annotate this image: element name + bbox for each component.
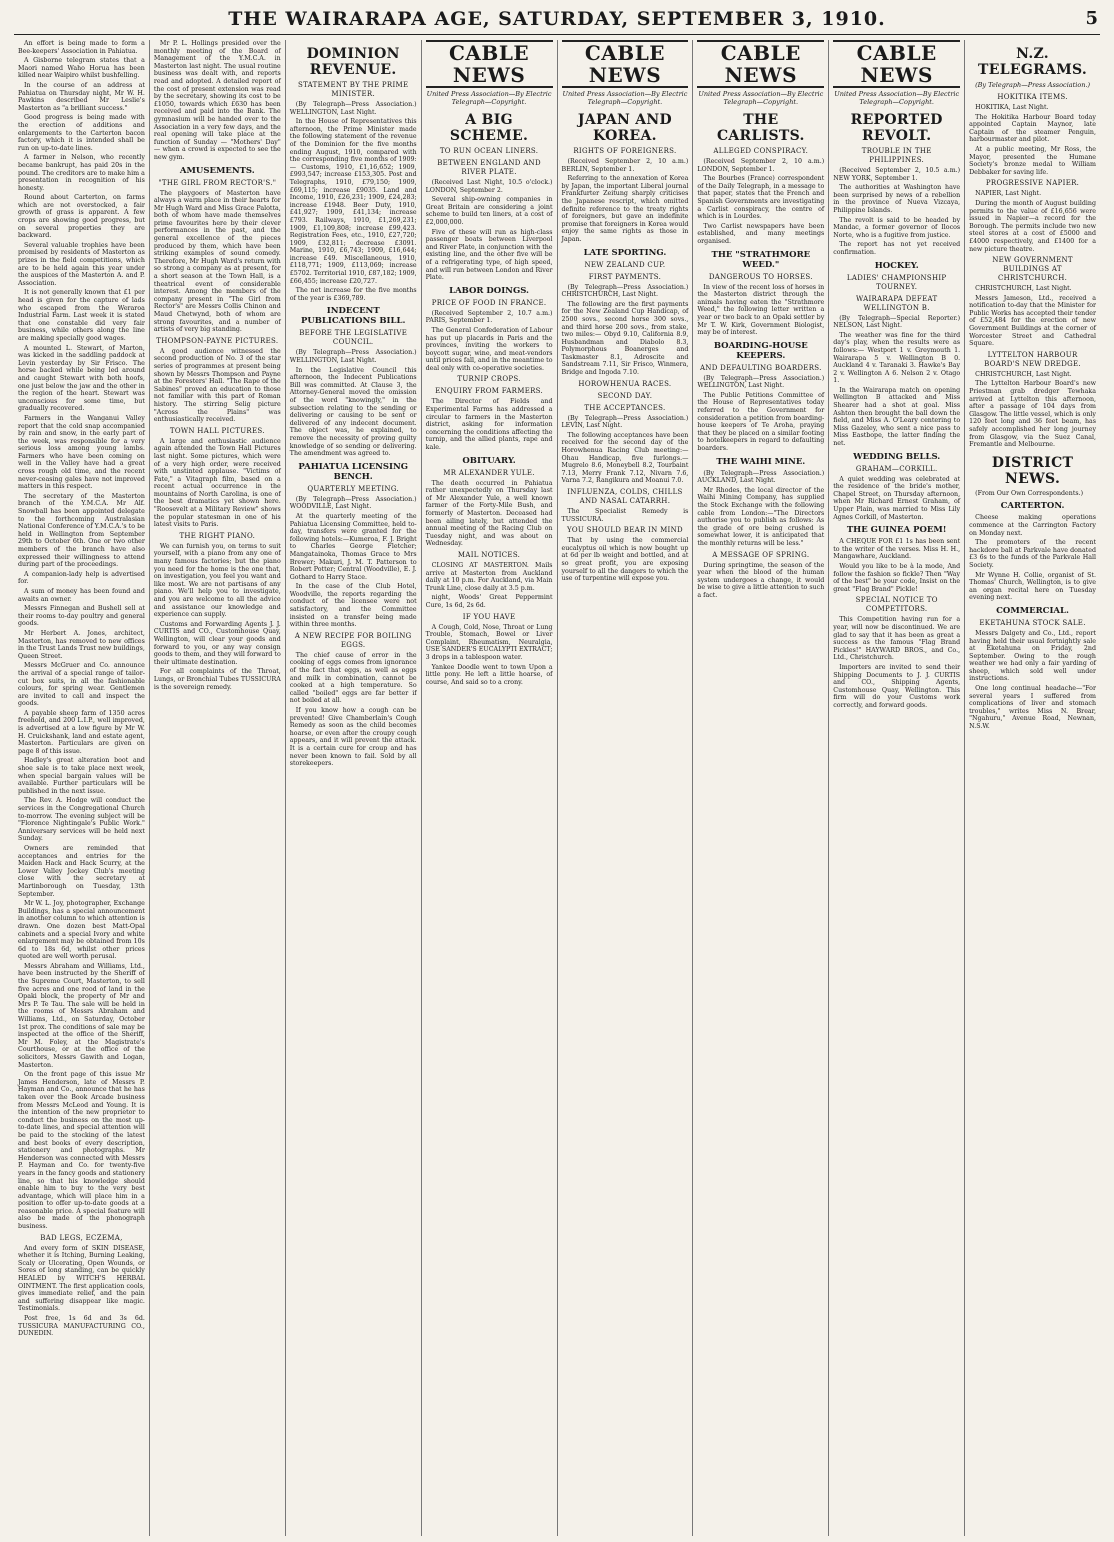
article-subheading: GRAHAM—CORKILL. <box>855 464 938 473</box>
dateline: NAPIER, Last Night. <box>975 190 1042 198</box>
column-6-cable-news <box>693 40 829 1536</box>
article-subheading: WAIRARAPA DEFEAT WELLINGTON B. <box>855 294 938 312</box>
advert-heading: THE GUINEA POEM! <box>846 525 947 536</box>
news-paragraph: Messrs Finnegan and Bushell sell at their rooms to-day poultry and general goods. <box>18 605 145 628</box>
advert-paragraph: Customs and Forwarding Agents J. J. CURTIS and CO., Customhouse Quay, Wellington, will clear your goods and forward to you, or any way consign goods to them, and they will forward to their ultimate destination. <box>153 620 281 666</box>
news-paragraph: Owners are reminded that acceptances and entries for the Maiden Hack and Hack Scurry, at the Lower Valley Jockey Club's meeting close with the secretary at Martinborough on Tuesday, 13th September. <box>18 844 145 898</box>
article-subheading: BETWEEN ENGLAND AND RIVER PLATE. <box>437 159 541 176</box>
dateline: (Received September 2, 10.5 a.m.) NEW YORK, September 1. <box>833 167 961 182</box>
news-paragraph: The General Confederation of Labour has put up placards in Paris and the provinces, inviting the workers to boycott sugar, wine, and meat-vendors until prices fall, and in the meantime to deal only with co-operative societies. <box>425 326 553 372</box>
cable-news-banner: CABLE NEWS <box>562 40 689 88</box>
article-subheading: MR ALEXANDER YULE. <box>443 468 535 477</box>
news-paragraph: The death occurred in Pahiatua rather unexpectedly on Thursday last of Mr Alexander Yule, a well known farmer of the Forty-Mile Bush, and formerly of Masterton. Deceased had been ailing lately, but attended the annual meeting of the Racing Club on Tuesday night, and was about on Wednesday. <box>425 479 553 548</box>
dateline: (By Telegraph—Press Association.) AUCKLAND, Last Night. <box>697 469 825 485</box>
column-8-nz-telegrams <box>965 40 1100 1536</box>
article-subheading: TO RUN OCEAN LINERS. <box>439 147 539 155</box>
article-headline: A BIG SCHEME. <box>449 112 529 144</box>
news-paragraph: The promoters of the recent hackdore ball at Parkvale have donated £3 6s to the funds of the Parkvale Hall Society. <box>969 539 1096 569</box>
news-paragraph: Five of these will run as high-class passenger boats between Liverpool and River Plate, in conjunction with the existing line, and the other five will be of a refrigerating type, of high speed, and will run between London and River Plate. <box>425 228 553 282</box>
news-paragraph: In the course of an address at Pahiatua on Thursday night, Mr W. H. Pawkins described Mr Leslie's Masterton as "a brilliant success." <box>18 81 145 112</box>
advert-paragraph: If you know how a cough can be prevented! Give Chamberlain's Cough Remedy as soon as the child becomes hoarse, or even after the croupy cough appears, and it will prevent the attack. It is a certain cure for croup and has never been known to fail. Sold by all storekeepers. <box>289 707 417 768</box>
article-heading: TOWN HALL PICTURES. <box>169 426 265 435</box>
cable-news-banner: CABLE NEWS <box>426 40 553 88</box>
news-paragraph: The net increase for the five months of the year is £369,789. <box>289 287 417 302</box>
column-4-cable-news <box>422 40 558 1536</box>
news-paragraph: Mr Rhodes, the local director of the Waihi Mining Company, has supplied the Stock Exchange with the following cable from London:—"The Directors authorise you to publish as follows: As the grade of ore being crushed is somewhat lower, it is anticipated that the monthly returns will be less." <box>697 486 825 547</box>
news-paragraph: Mr Wynne H. Collie, organist of St. Thomas' Church, Wellington, is to give an organ recital here on Tuesday evening next. <box>969 571 1096 602</box>
article-headline: OBITUARY. <box>462 455 516 466</box>
advert-heading: SPECIAL NOTICE TO COMPETITORS. <box>855 596 938 614</box>
page-number: 5 <box>1085 8 1098 29</box>
article-headline: BOARDING-HOUSE KEEPERS. <box>713 340 808 361</box>
advert-paragraph: We can furnish you, on terms to suit yourself, with a piano from any one of many famous factories; but the piano you need for the home is the one that, on investigation, you feel you want and like most. We are not partisans of any piano. We'll help you to investigate, and you are welcome to all the advice and assistance our knowledge and experience can supply. <box>153 542 281 619</box>
news-paragraph: A sum of money has been found and awaits an owner. <box>18 587 145 603</box>
article-heading: HOKITIKA ITEMS. <box>997 93 1068 101</box>
advert-paragraph: One long continual headache—"For several years I suffered from complications of liver and stomach troubles," writes Miss N. Brear, "Ngahuru," Avenue Road, Newnan, N.S.W. <box>969 685 1096 731</box>
dateline: (By Telegraph—Press Association.) LEVIN, Last Night. <box>561 414 689 430</box>
dateline: (From Our Own Correspondents.) <box>975 489 1084 497</box>
news-paragraph: The following acceptances have been received for the second day of the Horowhenua Racing Club meeting:— Ohau Handicap, five furlongs.—Mugrelo 8.6, Moneybell 8.2, Tourbaint 7.13, Merry Frank 7.12, Nivarn 7.6, Varna 7.2, Rangikura and Moanui 7.0. <box>561 431 689 485</box>
masthead-title: THE WAIRARAPA AGE, SATURDAY, SEPTEMBER 3, 1910. <box>228 8 886 30</box>
dateline: (By Telegraph—Press Association.) WOODVILLE, Last Night. <box>289 495 417 511</box>
news-paragraph: The authorities at Washington have been surprised by news of a rebellion in the province of Nueva Vizcaya, Philippine Islands. <box>833 184 961 214</box>
news-paragraph: The Public Petitions Committee of the House of Representatives today referred to the Government for consideration a petition from boarding-house keepers of Te Aroha, praying that they be placed on a similar footing to hotelkeepers in regard to defaulting boarders. <box>697 391 825 453</box>
advert-heading: INFLUENZA, COLDS, CHILLS AND NASAL CATARRH. <box>567 488 683 505</box>
advert-paragraph: Yankee Doodle went to town Upon a little pony. He left a little hoarse, of course, And said so to a crony. <box>425 663 553 686</box>
news-paragraph: At the quarterly meeting of the Pahiatua Licensing Committee, held to-day, transfers were granted for the following hotels:—Kumeroa, F. J. Bright to Charles George Fletcher; Mangatainoka, Thomas Grace to Mrs Brewer; Makuri, J. M. T. Patterson to Robert Potter; Central (Woodville), E. J. Gothard to Harry Stace. <box>289 512 417 581</box>
news-paragraph: In the House of Representatives this afternoon, the Prime Minister made the following statement of the revenue of the Dominion for the five months ending August, 1910, compared with the corresponding five months of 1909:— Customs, 1910, £1,16,652; 1909, £993,547; increase £153,305. Post and Telegraphs, 1910, £79,150; 1909, £69,115; increase £9035. Land and Income, 1910, £26,231; 1909, £24,283; increase £1948. Beer Duty, 1910, £41,927; 1909, £41,134; increase £793. Railways, 1910, £1,269,231; 1909, £1,109,808; increase £99,423. Registration Fees, etc., 1910, £27,720; 1909, £32,811; decrease £3091. Marine, 1910, £6,743; 1909, £16,644; increase £49. Miscellaneous, 1910, £118,771; 1909, £113,069; increase £5702. Territorial 1910, £87,182; 1909, £66,455; increase £20,727. <box>289 118 417 285</box>
wire-credit: United Press Association—By Electric Telegraph—Copyright. <box>562 90 688 106</box>
article-subheading: QUARTERLY MEETING. <box>307 484 399 493</box>
advert-paragraph: For all complaints of the Throat, Lungs, or Bronchial Tubes TUSSICURA is the sovereign remedy. <box>153 668 281 691</box>
wire-credit: United Press Association—By Electric Telegraph—Copyright. <box>834 90 960 106</box>
article-heading: THOMPSON-PAYNE PICTURES. <box>156 336 279 345</box>
news-paragraph: Cheese making operations commence at the Carrington Factory on Monday next. <box>969 514 1096 537</box>
news-paragraph: A farmer in Nelson, who recently became bankrupt, has paid 20s in the pound. The creditors are to make him a presentation in recognition of his honesty. <box>18 154 145 192</box>
news-paragraph: A good audience witnessed the second production of No. 3 of the star series of programmes at present being shown by Messrs Thompson and Payne at the Foresters' Hall. "The Rape of the Sabines" proved an education to those not familiar with this part of Roman history. The stirring Selig picture "Across the Plains" was enthusiastically received. <box>153 347 281 424</box>
news-paragraph: The Bourbes (France) correspondent of the Daily Telegraph, in a message to that paper, states that the French and Spanish Governments are investigating a Carlist conspiracy, the centre of which is in Lourdes. <box>697 175 825 221</box>
section-heading: LATE SPORTING. <box>583 247 667 258</box>
dateline: (By Telegraph—Press Association.) CHRISTCHURCH, Last Night. <box>561 283 689 299</box>
news-paragraph: The weather was fine for the third day's play, when the results were as follows:— Westport 1 v. Greymouth 1. Wairarapa 5 v. Wellington B 0. Auckland 4 v. Taranaki 3. Hawke's Bay 2 v. Wellington A 6. Nelson 2 v. Otago 1. <box>833 331 961 385</box>
news-paragraph: The secretary of the Masterton branch of the Y.M.C.A. Mr Alf. Snowball has been appointed delegate to the forthcoming Australasian National Conference of Y.M.C.A.'s to be held in Wellington from September 29th to October 6th. One or two other members of the branch have also expressed their willingness to attend during part of the proceedings. <box>18 492 145 569</box>
news-paragraph: A large and enthusiastic audience again attended the Town Hall Pictures last night. Some pictures, which were of a very high order, were received with unstinted applause. "Victims of Fate," a Vitagraph film, based on a recent actual occurrence in the mountains of North Carolina, is one of the best dramatics yet shown here. "Roosevelt at a Military Review" shows the popular statesman in one of his latest visits to Paris. <box>153 437 281 529</box>
news-paragraph: Several valuable trophies have been promised by residents of Masterton as prizes in the field competitions, which are to be held again this year under the auspices of the Masterton A. and P. Association. <box>18 241 145 287</box>
wire-credit: United Press Association—By Electric Telegraph—Copyright. <box>426 90 552 106</box>
article-headline: DOMINION REVENUE. <box>306 46 400 78</box>
news-paragraph: The chief cause of error in the cooking of eggs comes from ignorance of the fact that eggs, as well as eggs and milk in combination, cannot be cooked at a high temperature. So called "boiled" eggs are far better if not boiled at all. <box>289 651 417 705</box>
news-paragraph: An effort is being made to form a Bee-keepers' Association in Pahiatua. <box>18 40 145 55</box>
news-paragraph: Referring to the annexation of Korea by Japan, the important Liberal journal Frankfurter Zeitung sharply criticises the Japanese rescript, which omitted definite reference to the treaty rights of foreigners, but gave an indefinite promise that foreigners in Korea would enjoy the same rights as those in Japan. <box>561 175 689 243</box>
article-heading: NEW ZEALAND CUP. <box>584 260 666 269</box>
article-subheading: THE ACCEPTANCES. <box>584 403 666 412</box>
news-paragraph: At a public meeting, Mr Ross, the Mayor, presented the Humane Society's bronze medal to William Debbaker for saving life. <box>969 145 1096 176</box>
advert-paragraph: And every form of SKIN DISEASE, whether it is Itching, Burning Leaking, Scaly or Ulcerating, Open Wounds, or Sores of long standing, can be quickly HEALED by WITCH'S HERBAL OINTMENT. The first application cools, gives immediate relief, and the pain and suffering disappear like magic. Testimonials. <box>18 1244 145 1313</box>
article-subheading: AND DEFAULTING BOARDERS. <box>699 363 822 372</box>
article-subheading: LADIES' CHAMPIONSHIP TOURNEY. <box>846 273 947 291</box>
section-heading: COMMERCIAL. <box>996 605 1069 616</box>
article-headline: THE WAIHI MINE. <box>716 456 806 467</box>
article-headline: JAPAN AND KOREA. <box>577 112 672 144</box>
section-headline: N.Z. TELEGRAMS. <box>978 46 1088 78</box>
advert-paragraph: Importers are invited to send their Shipping Documents to J. J. CURTIS and CO., Shipping Agents, Customhouse Quay, Wellington. This firm will do your Customs work correctly, and forward goods. <box>833 663 961 709</box>
columns <box>14 40 1100 1536</box>
dateline: CHRISTCHURCH, Last Night. <box>975 285 1072 293</box>
news-paragraph: In the Wairarapa match on opening Wellington B attacked and Miss Shearer had a shot at goal. Miss Ashton then brought the ball down the field, and Miss A. O'Leary centering to Miss Gazeley, who sent a nice pass to Miss Eastbope, the latter finding the net. <box>833 386 961 448</box>
article-heading: MAIL NOTICES. <box>457 550 521 559</box>
news-paragraph: Farmers in the Wanganui Valley report that the cold snap accompanied by rain and snow, in the early part of the week, was responsible for a very serious loss among young lambs. Farmers who have been coming on well in the Valley have had a great cross rough old time, and the recent never-ceasing gales have not improved matters in this respect. <box>18 414 145 491</box>
article-headline: INDECENT PUBLICATIONS BILL. <box>300 306 406 327</box>
article-heading: A NEW RECIPE FOR BOILING EGGS. <box>294 631 412 649</box>
advert-paragraph: During springtime, the season of the year when the blood of the human system undergoes a change, it would be wise to give a little attention to such a fact. <box>697 561 825 599</box>
dateline: (Received September 2, 10 a.m.) LONDON, September 1. <box>697 158 825 173</box>
article-heading: NEW GOVERNMENT BUILDINGS AT CHRISTCHURCH. <box>992 256 1073 283</box>
column-5-cable-news <box>558 40 694 1536</box>
article-subheading: DANGEROUS TO HORSES. <box>708 272 813 281</box>
article-headline: THE CARLISTS. <box>716 112 805 144</box>
dateline: (Received September 2, 10.7 a.m.) PARIS, September 1. <box>425 309 553 325</box>
article-headline: PAHIATUA LICENSING BENCH. <box>298 461 409 482</box>
article-subheading: ALLEGED CONSPIRACY. <box>713 147 809 155</box>
news-paragraph: In the Legislative Council this afternoon, the Indecent Publications Bill was committed. At Clause 3, the Attorney-General moved the omission of the word "knowingly," in the subsection relating to the sending or delivering or causing to be sent or delivered of any indecent document. The object was, he explained, to remove the necessity of proving guilty knowledge of so sending or delivering. The amendment was agreed to. <box>289 366 417 458</box>
masthead <box>14 6 1100 35</box>
article-subheading: RIGHTS OF FOREIGNERS. <box>573 147 677 155</box>
article-subheading: EKETAHUNA STOCK SALE. <box>979 618 1086 627</box>
wire-credit: United Press Association—By Electric Telegraph—Copyright. <box>698 90 824 106</box>
advert-paragraph: The Specialist Remedy is TUSSICURA. <box>561 508 689 523</box>
article-subheading: FIRST PAYMENTS. <box>588 272 662 281</box>
column-3-dominion-revenue <box>286 40 422 1536</box>
dateline: (By Telegraph—Special Reporter.) NELSON, Last Night. <box>833 314 961 330</box>
advert-heading: A MESSAGE OF SPRING. <box>712 550 810 559</box>
news-paragraph: The following are the first payments for the New Zealand Cup Handicap, of 2500 sovs., second horse 300 sovs., and third horse 200 sovs., from stake, two miles:— Obyd 9.10, California 8.9, Husbandman and Diabolo 8.3, Polymorphous Boanerges and Taskmaster 8.1, Adroscite and Sandstream 7.11, Sir Frisco, Winmera, Bridge and Ingoda 7.10. <box>561 300 689 377</box>
advert-paragraph: A Cough, Cold, Nose, Throat or Lung Trouble, Stomach, Bowel or Liver Complaint, Rheumatism, Neuralgia, USE SANDER'S EUCALYPTI EXTRACT; 3 drops in a tablespoon water. <box>425 623 553 661</box>
dateline: (By Telegraph—Press Association.) WELLINGTON, Last Night. <box>697 374 825 390</box>
section-heading: HOCKEY. <box>874 260 919 271</box>
column-1-local-news <box>14 40 150 1536</box>
advert-paragraph: A CHEQUE FOR £1 1s has been sent to the writer of the verses. Miss H. H., Mangawhare, Auckland. <box>833 538 961 561</box>
article-heading: "THE GIRL FROM RECTOR'S." <box>158 178 277 187</box>
article-heading: TURNIP CROPS. <box>457 375 521 384</box>
news-paragraph: Messrs McGruer and Co. announce the arrival of a special range of tailor-cut box suits, in all the fashionable colours, for spring wear. Gentlemen are invited to call and inspect the goods. <box>18 662 145 708</box>
article-heading: PROGRESSIVE NAPIER. <box>985 179 1080 188</box>
article-subheading: STATEMENT BY THE PRIME MINISTER. <box>297 81 409 98</box>
news-paragraph: Round about Carterton, on farms which are not overstocked, a fair growth of grass is apparent. A few crops are showing good progress, but on several properties they are backward. <box>18 194 145 240</box>
article-headline: LABOR DOINGS. <box>449 285 530 296</box>
dateline: (By Telegraph—Press Association.) WELLINGTON, Last Night. <box>289 349 417 365</box>
advert-paragraph: That by using the commercial eucalyptus oil which is now bought up at 6d per lb weight and bottled, and at so great profit, you are exposing yourself to all the dangers to which the use of turpentine will expose you. <box>561 537 689 583</box>
news-paragraph: The Hokitika Harbour Board today appointed Captain Maynor, late Captain of the steamer Penguin, harbourmaster and pilot. <box>969 113 1096 144</box>
article-headline: WEDDING BELLS. <box>853 451 941 462</box>
article-headline: REPORTED REVOLT. <box>850 112 943 144</box>
dateline: (Received Last Night, 10.5 o'clock.) LONDON, September 2. <box>425 179 553 194</box>
news-paragraph: The Lyttelton Harbour Board's new Priestman grab dredger Tewhaka arrived at Lyttelton this afternoon, after a passage of 104 days from Glasgow. The little vessel, which is only 120 feet long and 36 feet beam, has safely accomplished her long journey from Glasgow, via the Suez Canal, Fremantle and Melbourne. <box>969 380 1096 449</box>
news-paragraph: A payable sheep farm of 1350 acres freehold, and 200 L.I.P., well improved, is advertised at a low figure by Mr W. H. Cruickshank, land and estate agent, Masterton. Particulars are given on page 8 of this issue. <box>18 709 145 755</box>
news-paragraph: A companion-lady help is advertised for. <box>18 570 145 586</box>
news-paragraph: The revolt is said to be headed by Mandac, a former governor of Ilocos Norte, who is a fugitive from justice. <box>833 216 961 239</box>
article-subheading: TROUBLE IN THE PHILIPPINES. <box>861 147 932 164</box>
news-paragraph: It is not generally known that £1 per head is given for the capture of lads who escaped from the Weraroa Industrial Farm. Last week it is stated that one constable did very fair business, while others along the line are making specially good wages. <box>18 289 145 342</box>
news-paragraph: A Gisborne telegram states that a Maori named Waho Horua has been killed near Waipiro whilst bushfelling. <box>18 57 145 80</box>
advert-paragraph: Post free, 1s 6d and 3s 6d. TUSSICURA MANUFACTURING CO., DUNEDIN. <box>18 1315 145 1338</box>
advert-heading: BAD LEGS, ECZEMA, <box>40 1233 123 1242</box>
news-paragraph: In the case of the Club Hotel, Woodville, the reports regarding the conduct of the licensee were not satisfactory, and the Committee insisted on a transfer being made within three months. <box>289 583 417 629</box>
news-paragraph: Mr P. L. Hollings presided over the monthly meeting of the Board of Management of the Y.M.C.A. in Masterton last night. The usual routine business was dealt with, and reports read and adopted. A detailed report of the cost of present extension was read by the secretary, showing its cost to be £1050, towards which £630 has been received and paid into the Bank. The gymnasium will be handed over to the Association in a very few days, and the real opening will take place at the function of Sunday — "Mothers' Day" — when a crowd is expected to see the new gym. <box>153 40 281 161</box>
news-paragraph: The report has not yet received confirmation. <box>833 241 961 256</box>
news-paragraph: On the front page of this issue Mr James Henderson, late of Messrs P. Hayman and Co., announce that he has taken over the Book Arcade business from Messrs McLeod and Young. It is the intention of the new proprietor to conduct the business on the most up-to-date lines, and special attention will be paid to the stocking of the latest and best books of every description, stationery and photographs. Mr Henderson was connected with Messrs P. Hayman and Co. for twenty-five years in the fancy goods and stationery line, so that his knowledge should enable him to buy to the very best advantage, which will place him in a position to offer up-to-date goods at a reasonable price. A special feature will also be made of the phonograph business. <box>18 1071 145 1231</box>
advert-paragraph: This Competition having run for a year, will now be discontinued. We are glad to say that it has been as great a success as the famous "Flag Brand Pickles!" HAYWARD BROS., and Co., Ltd., Christchurch. <box>833 616 961 662</box>
article-subheading: PRICE OF FOOD IN FRANCE. <box>431 298 547 307</box>
news-paragraph: Messrs Abraham and Williams, Ltd., have been instructed by the Sheriff of the Supreme Court, Masterton, to sell five acres and one rood of land in the Opaki block, the property of Mr and Mrs P. Te Tau. The sale will be held in the rooms of Messrs Abraham and Williams, Ltd., on Saturday, October 1st prox. The conditions of sale may be inspected at the office of the Sheriff, Mr M. Foley, at the Magistrate's Courthouse, or at the office of the solicitors, Messrs Gawith and Logan, Masterton. <box>18 962 145 1069</box>
article-heading: CARTERTON. <box>1000 501 1065 512</box>
news-paragraph: Hadley's great alteration boot and shoe sale is to take place next week, when special bargain values will be available. Further particulars will be published in the next issue. <box>18 757 145 795</box>
news-paragraph: Mr W. L. Joy, photographer, Exchange Buildings, has a special announcement in another column to which attention is drawn. One dozen best Matt-Opal cabinets and a special Ivory and white enlargement may be obtained from 10s 6d to 18s 6d, whilst other prices quoted are well worth perusal. <box>18 900 145 961</box>
wire-credit: (By Telegraph—Press Association.) <box>975 81 1091 89</box>
news-paragraph: The Rev. A. Hodge will conduct the services in the Congregational Church to-morrow. The evening subject will be "Florence Nightingale's Public Work." Anniversary services will be held next Sunday. <box>18 797 145 843</box>
advert-paragraph: Would you like to be à la mode, And follow the fashion so fickle? Then "Way of the best" be your code, Insist on the great "Flag Brand" Pickle! <box>833 562 961 593</box>
cable-news-banner: CABLE NEWS <box>833 40 960 88</box>
news-paragraph: Good progress is being made with the erection of additions and enlargements to the Carterton bacon factory, which it is intended shall be run on up-to-date lines. <box>18 114 145 152</box>
dateline: (By Telegraph—Press Association.) WELLINGTON, Last Night. <box>289 101 417 116</box>
news-paragraph: The Director of Fields and Experimental Farms has addressed a circular to farmers in the Masterton district, asking for information concerning the conditions affecting the turnip, and the allied plants, rape and kale. <box>425 398 553 452</box>
news-paragraph: Messrs Jameson, Ltd., received a notification to-day that the Minister for Public Works has accepted their tender of £52,484 for the erection of new Government Buildings at the corner of Worcester Street and Cathedral Square. <box>969 294 1096 348</box>
article-heading: LYTTELTON HARBOUR BOARD'S NEW DREDGE. <box>984 350 1081 368</box>
column-2-amusements <box>150 40 286 1536</box>
news-paragraph: In view of the recent loss of horses in the Masterton district through the animals having eaten the "Strathmore Weed," the following letter written a year or two back to an Opaki settler by Mr T. W. Kirk, Government Biologist, may be of interest. <box>697 283 825 337</box>
article-heading: HOROWHENUA RACES. <box>578 379 672 388</box>
news-paragraph: Mr Herbert A. Jones, architect, Masterton, has removed to new offices in the Trust Lands Trust new buildings, Queen Street. <box>18 629 145 660</box>
section-headline: DISTRICT NEWS. <box>991 454 1074 487</box>
article-subheading: SECOND DAY. <box>597 391 653 400</box>
article-subheading: BEFORE THE LEGISLATIVE COUNCIL. <box>299 329 408 347</box>
dateline: HOKITIKA, Last Night. <box>975 104 1049 111</box>
section-heading: AMUSEMENTS. <box>179 165 255 176</box>
news-paragraph: A mounted L. Stewart, of Marton, was kicked in the saddling paddock at Levin yesterday by Sir Frisco. The horse backed while being led around and caught Stewart with both hoofs, one just below the jaw and the other in the region of the heart. Stewart was unconscious for some time, but gradually recovered. <box>18 344 145 413</box>
dateline: CHRISTCHURCH, Last Night. <box>975 370 1072 378</box>
advert-heading: IF YOU HAVE <box>462 612 516 621</box>
article-subheading: ENQUIRY FROM FARMERS. <box>435 387 544 396</box>
news-paragraph: Two Carlist newspapers have been established, and many meetings organised. <box>697 222 825 245</box>
news-paragraph: During the month of August building permits to the value of £16,656 were issued in Napier—a record for the Borough. The permits include two new steel stores at a cost of £5000 and £4000 respectively, and £1400 for a new picture theatre. <box>969 199 1096 253</box>
advert-heading: THE RIGHT PIANO. <box>179 531 256 540</box>
cable-news-banner: CABLE NEWS <box>697 40 824 88</box>
dateline: (Received September 2, 10 a.m.) BERLIN, September 1. <box>561 158 689 173</box>
news-paragraph: The playgoers of Masterton have always a warm place in their hearts for Mr Hugh Ward and Miss Grace Palotta, both of whom have made themselves prime favourites here by their clever performances in the past, and the general excellence of the pieces produced by them, which have been striking examples of sound comedy. Therefore, Mr Hugh Ward's return with so strong a company as at present, for a short season at the Town Hall, is a theatrical event of considerable interest. Among the members of the company present in "The Girl from Rector's" are Messrs Collis Chinon and Maud Chetwynd, both of whom are strong favourites, and a number of artists of very big standing. <box>153 189 281 334</box>
advert-heading: YOU SHOULD BEAR IN MIND <box>566 526 683 535</box>
news-paragraph: CLOSING AT MASTERTON. Mails arrive at Masterton from Auckland daily at 10 p.m. For Auckland, via Main Trunk Line, close daily at 3.5 p.m. <box>425 561 553 592</box>
advert-paragraph: night, Woods' Great Peppermint Cure, 1s 6d, 2s 6d. <box>425 594 553 609</box>
news-paragraph: A quiet wedding was celebrated at the residence of the bride's mother, Chapel Street, on Thursday afternoon, when Mr Richard Ernest Graham, of Upper Plain, was married to Miss Lily Agnes Corkill, of Masterton. <box>833 475 961 521</box>
article-headline: THE "STRATHMORE WEED." <box>711 249 811 270</box>
news-paragraph: Messrs Dalgety and Co., Ltd., report having held their usual fortnightly sale at Eketahuna on Friday, 2nd September. Owing to the rough weather we had only a fair yarding of sheep, which sold well under instructions. <box>969 629 1096 683</box>
news-paragraph: Several ship-owning companies in Great Britain are considering a joint scheme to build ten liners, at a cost of £2,000,000. <box>425 196 553 226</box>
column-7-cable-news <box>829 40 965 1536</box>
